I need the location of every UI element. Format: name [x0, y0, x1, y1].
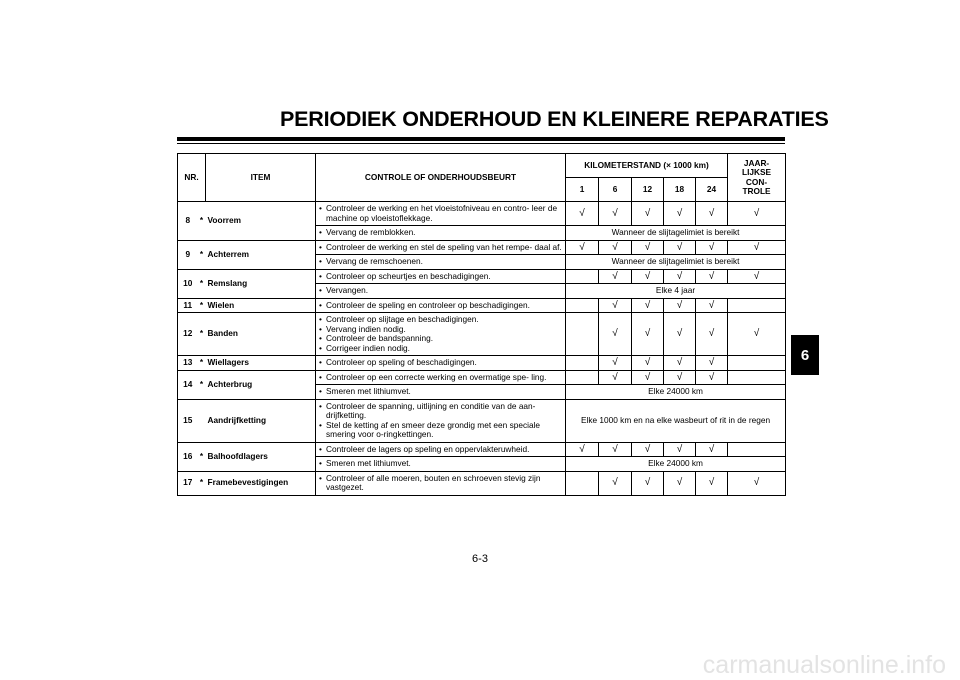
- row-description: [316, 356, 566, 371]
- row-asterisk: *: [198, 313, 206, 356]
- row-number: 16: [178, 442, 198, 471]
- header-item: ITEM: [206, 154, 316, 202]
- interval-text: Elke 24000 km: [566, 385, 786, 400]
- row-item: Banden: [206, 313, 316, 356]
- interval-text: Elke 24000 km: [566, 457, 786, 472]
- check-mark: √: [696, 471, 728, 495]
- watermark: carmanualsonline.info: [702, 651, 946, 679]
- row-item: Wiellagers: [206, 356, 316, 371]
- header-km-col: 24: [696, 178, 728, 202]
- row-asterisk: *: [198, 240, 206, 269]
- maintenance-table: [177, 153, 786, 496]
- check-mark: √: [664, 471, 696, 495]
- row-description: [316, 240, 566, 255]
- check-mark: √: [696, 298, 728, 313]
- interval-text: Wanneer de slijtagelimiet is bereikt: [566, 226, 786, 241]
- check-mark: √: [664, 442, 696, 457]
- check-mark: √: [664, 202, 696, 226]
- description-bullet: • Controleer op scheurtjes en beschadigingen.: [319, 272, 562, 282]
- table-row: [178, 269, 786, 284]
- table-row: [178, 298, 786, 313]
- check-mark: √: [632, 471, 664, 495]
- description-bullet: • Controleer de lagers op speling en oppervlakteruwheid.: [319, 445, 562, 455]
- row-asterisk: *: [198, 269, 206, 298]
- row-item: Remslang: [206, 269, 316, 298]
- row-description: [316, 442, 566, 457]
- interval-text: Elke 4 jaar: [566, 284, 786, 299]
- check-mark: √: [696, 202, 728, 226]
- check-mark: √: [696, 442, 728, 457]
- empty-cell: [728, 442, 786, 457]
- empty-cell: [728, 370, 786, 385]
- row-asterisk: *: [198, 356, 206, 371]
- check-mark: √: [696, 240, 728, 255]
- row-description: [316, 313, 566, 356]
- row-item: Balhoofdlagers: [206, 442, 316, 471]
- check-mark: √: [599, 240, 632, 255]
- row-item: Achterrem: [206, 240, 316, 269]
- description-bullet: • Smeren met lithiumvet.: [319, 387, 562, 397]
- check-mark: √: [696, 313, 728, 356]
- table-row: [178, 370, 786, 385]
- check-mark: √: [566, 442, 599, 457]
- check-mark: √: [632, 442, 664, 457]
- check-mark: √: [696, 356, 728, 371]
- row-asterisk: *: [198, 202, 206, 241]
- description-bullet: • Controleer op slijtage en beschadigingen.: [319, 315, 562, 325]
- description-bullet: • Controleer de bandspanning.: [319, 334, 562, 344]
- check-mark: √: [599, 471, 632, 495]
- row-description: [316, 269, 566, 284]
- row-number: 15: [178, 399, 198, 442]
- table-row: [178, 202, 786, 226]
- check-mark: √: [664, 356, 696, 371]
- check-mark: √: [664, 370, 696, 385]
- table-row: [178, 313, 786, 356]
- header-km-col: 1: [566, 178, 599, 202]
- check-mark: √: [664, 313, 696, 356]
- check-mark: √: [599, 269, 632, 284]
- description-bullet: • Vervang de remblokken.: [319, 228, 562, 238]
- row-asterisk: [198, 399, 206, 442]
- header-km: KILOMETERSTAND (× 1000 km): [566, 154, 728, 178]
- header-km-col: 18: [664, 178, 696, 202]
- check-mark: √: [566, 240, 599, 255]
- check-mark: √: [632, 298, 664, 313]
- row-description: [316, 298, 566, 313]
- check-mark: √: [632, 202, 664, 226]
- description-bullet: • Vervang de remschoenen.: [319, 257, 562, 267]
- table-row: [178, 240, 786, 255]
- page-title: PERIODIEK ONDERHOUD EN KLEINERE REPARATIES: [280, 107, 829, 131]
- empty-cell: [728, 298, 786, 313]
- check-mark: √: [728, 240, 786, 255]
- check-mark: √: [728, 202, 786, 226]
- empty-cell: [566, 269, 599, 284]
- row-description: [316, 370, 566, 385]
- row-item: Framebevestigingen: [206, 471, 316, 495]
- table-row: [178, 399, 786, 442]
- page-number: 6-3: [472, 553, 488, 565]
- check-mark: √: [599, 442, 632, 457]
- row-item: Achterbrug: [206, 370, 316, 399]
- description-bullet: • Vervang indien nodig.: [319, 325, 562, 335]
- check-mark: √: [632, 370, 664, 385]
- row-description: [316, 399, 566, 442]
- row-number: 13: [178, 356, 198, 371]
- row-number: 9: [178, 240, 198, 269]
- check-mark: √: [599, 298, 632, 313]
- row-description: [316, 202, 566, 226]
- table-row: [178, 471, 786, 495]
- description-bullet: • Controleer op een correcte werking en overmatige spe- ling.: [319, 373, 562, 383]
- header-control: CONTROLE OF ONDERHOUDSBEURT: [316, 154, 566, 202]
- check-mark: √: [632, 356, 664, 371]
- empty-cell: [728, 356, 786, 371]
- title-rule-thin: [177, 143, 785, 144]
- row-asterisk: *: [198, 471, 206, 495]
- check-mark: √: [728, 313, 786, 356]
- interval-text: Elke 1000 km en na elke wasbeurt of rit in de regen: [566, 399, 786, 442]
- row-number: 8: [178, 202, 198, 241]
- check-mark: √: [664, 298, 696, 313]
- description-bullet: • Controleer op speling of beschadigingen.: [319, 358, 562, 368]
- table-row: [178, 356, 786, 371]
- description-bullet: • Vervangen.: [319, 286, 562, 296]
- empty-cell: [566, 356, 599, 371]
- check-mark: √: [728, 269, 786, 284]
- chapter-tab: 6: [791, 335, 819, 375]
- description-bullet: • Controleer of alle moeren, bouten en schroeven stevig zijn vastgezet.: [319, 474, 562, 493]
- check-mark: √: [632, 240, 664, 255]
- title-rule-thick: [177, 137, 785, 141]
- description-bullet: • Smeren met lithiumvet.: [319, 459, 562, 469]
- header-yearly: JAAR- LIJKSE CON- TROLE: [728, 154, 786, 202]
- check-mark: √: [599, 313, 632, 356]
- row-description: [316, 385, 566, 400]
- check-mark: √: [664, 240, 696, 255]
- header-km-col: 6: [599, 178, 632, 202]
- row-description: [316, 255, 566, 270]
- empty-cell: [566, 313, 599, 356]
- row-number: 12: [178, 313, 198, 356]
- row-description: [316, 457, 566, 472]
- description-bullet: • Stel de ketting af en smeer deze grondig met een speciale smering voor o-ringkettingen.: [319, 421, 562, 440]
- check-mark: √: [599, 202, 632, 226]
- check-mark: √: [566, 202, 599, 226]
- row-item: Wielen: [206, 298, 316, 313]
- check-mark: √: [599, 370, 632, 385]
- row-item: Voorrem: [206, 202, 316, 241]
- check-mark: √: [599, 356, 632, 371]
- interval-text: Wanneer de slijtagelimiet is bereikt: [566, 255, 786, 270]
- row-number: 10: [178, 269, 198, 298]
- row-asterisk: *: [198, 370, 206, 399]
- check-mark: √: [728, 471, 786, 495]
- empty-cell: [566, 298, 599, 313]
- check-mark: √: [632, 313, 664, 356]
- row-number: 11: [178, 298, 198, 313]
- row-number: 17: [178, 471, 198, 495]
- row-item: Aandrijfketting: [206, 399, 316, 442]
- check-mark: √: [664, 269, 696, 284]
- row-asterisk: *: [198, 442, 206, 471]
- row-number: 14: [178, 370, 198, 399]
- row-description: [316, 226, 566, 241]
- check-mark: √: [632, 269, 664, 284]
- description-bullet: • Corrigeer indien nodig.: [319, 344, 562, 354]
- description-bullet: • Controleer de werking en het vloeistofniveau en contro- leer de machine op vloeistoflekkage.: [319, 204, 562, 223]
- row-asterisk: *: [198, 298, 206, 313]
- row-description: [316, 471, 566, 495]
- description-bullet: • Controleer de werking en stel de speling van het rempe- daal af.: [319, 243, 562, 253]
- check-mark: √: [696, 269, 728, 284]
- check-mark: √: [696, 370, 728, 385]
- description-bullet: • Controleer de spanning, uitlijning en conditie van de aan- drijfketting.: [319, 402, 562, 421]
- description-bullet: • Controleer de speling en controleer op beschadigingen.: [319, 301, 562, 311]
- row-description: [316, 284, 566, 299]
- empty-cell: [566, 370, 599, 385]
- header-km-col: 12: [632, 178, 664, 202]
- table-row: [178, 442, 786, 457]
- header-nr: NR.: [178, 154, 206, 202]
- empty-cell: [566, 471, 599, 495]
